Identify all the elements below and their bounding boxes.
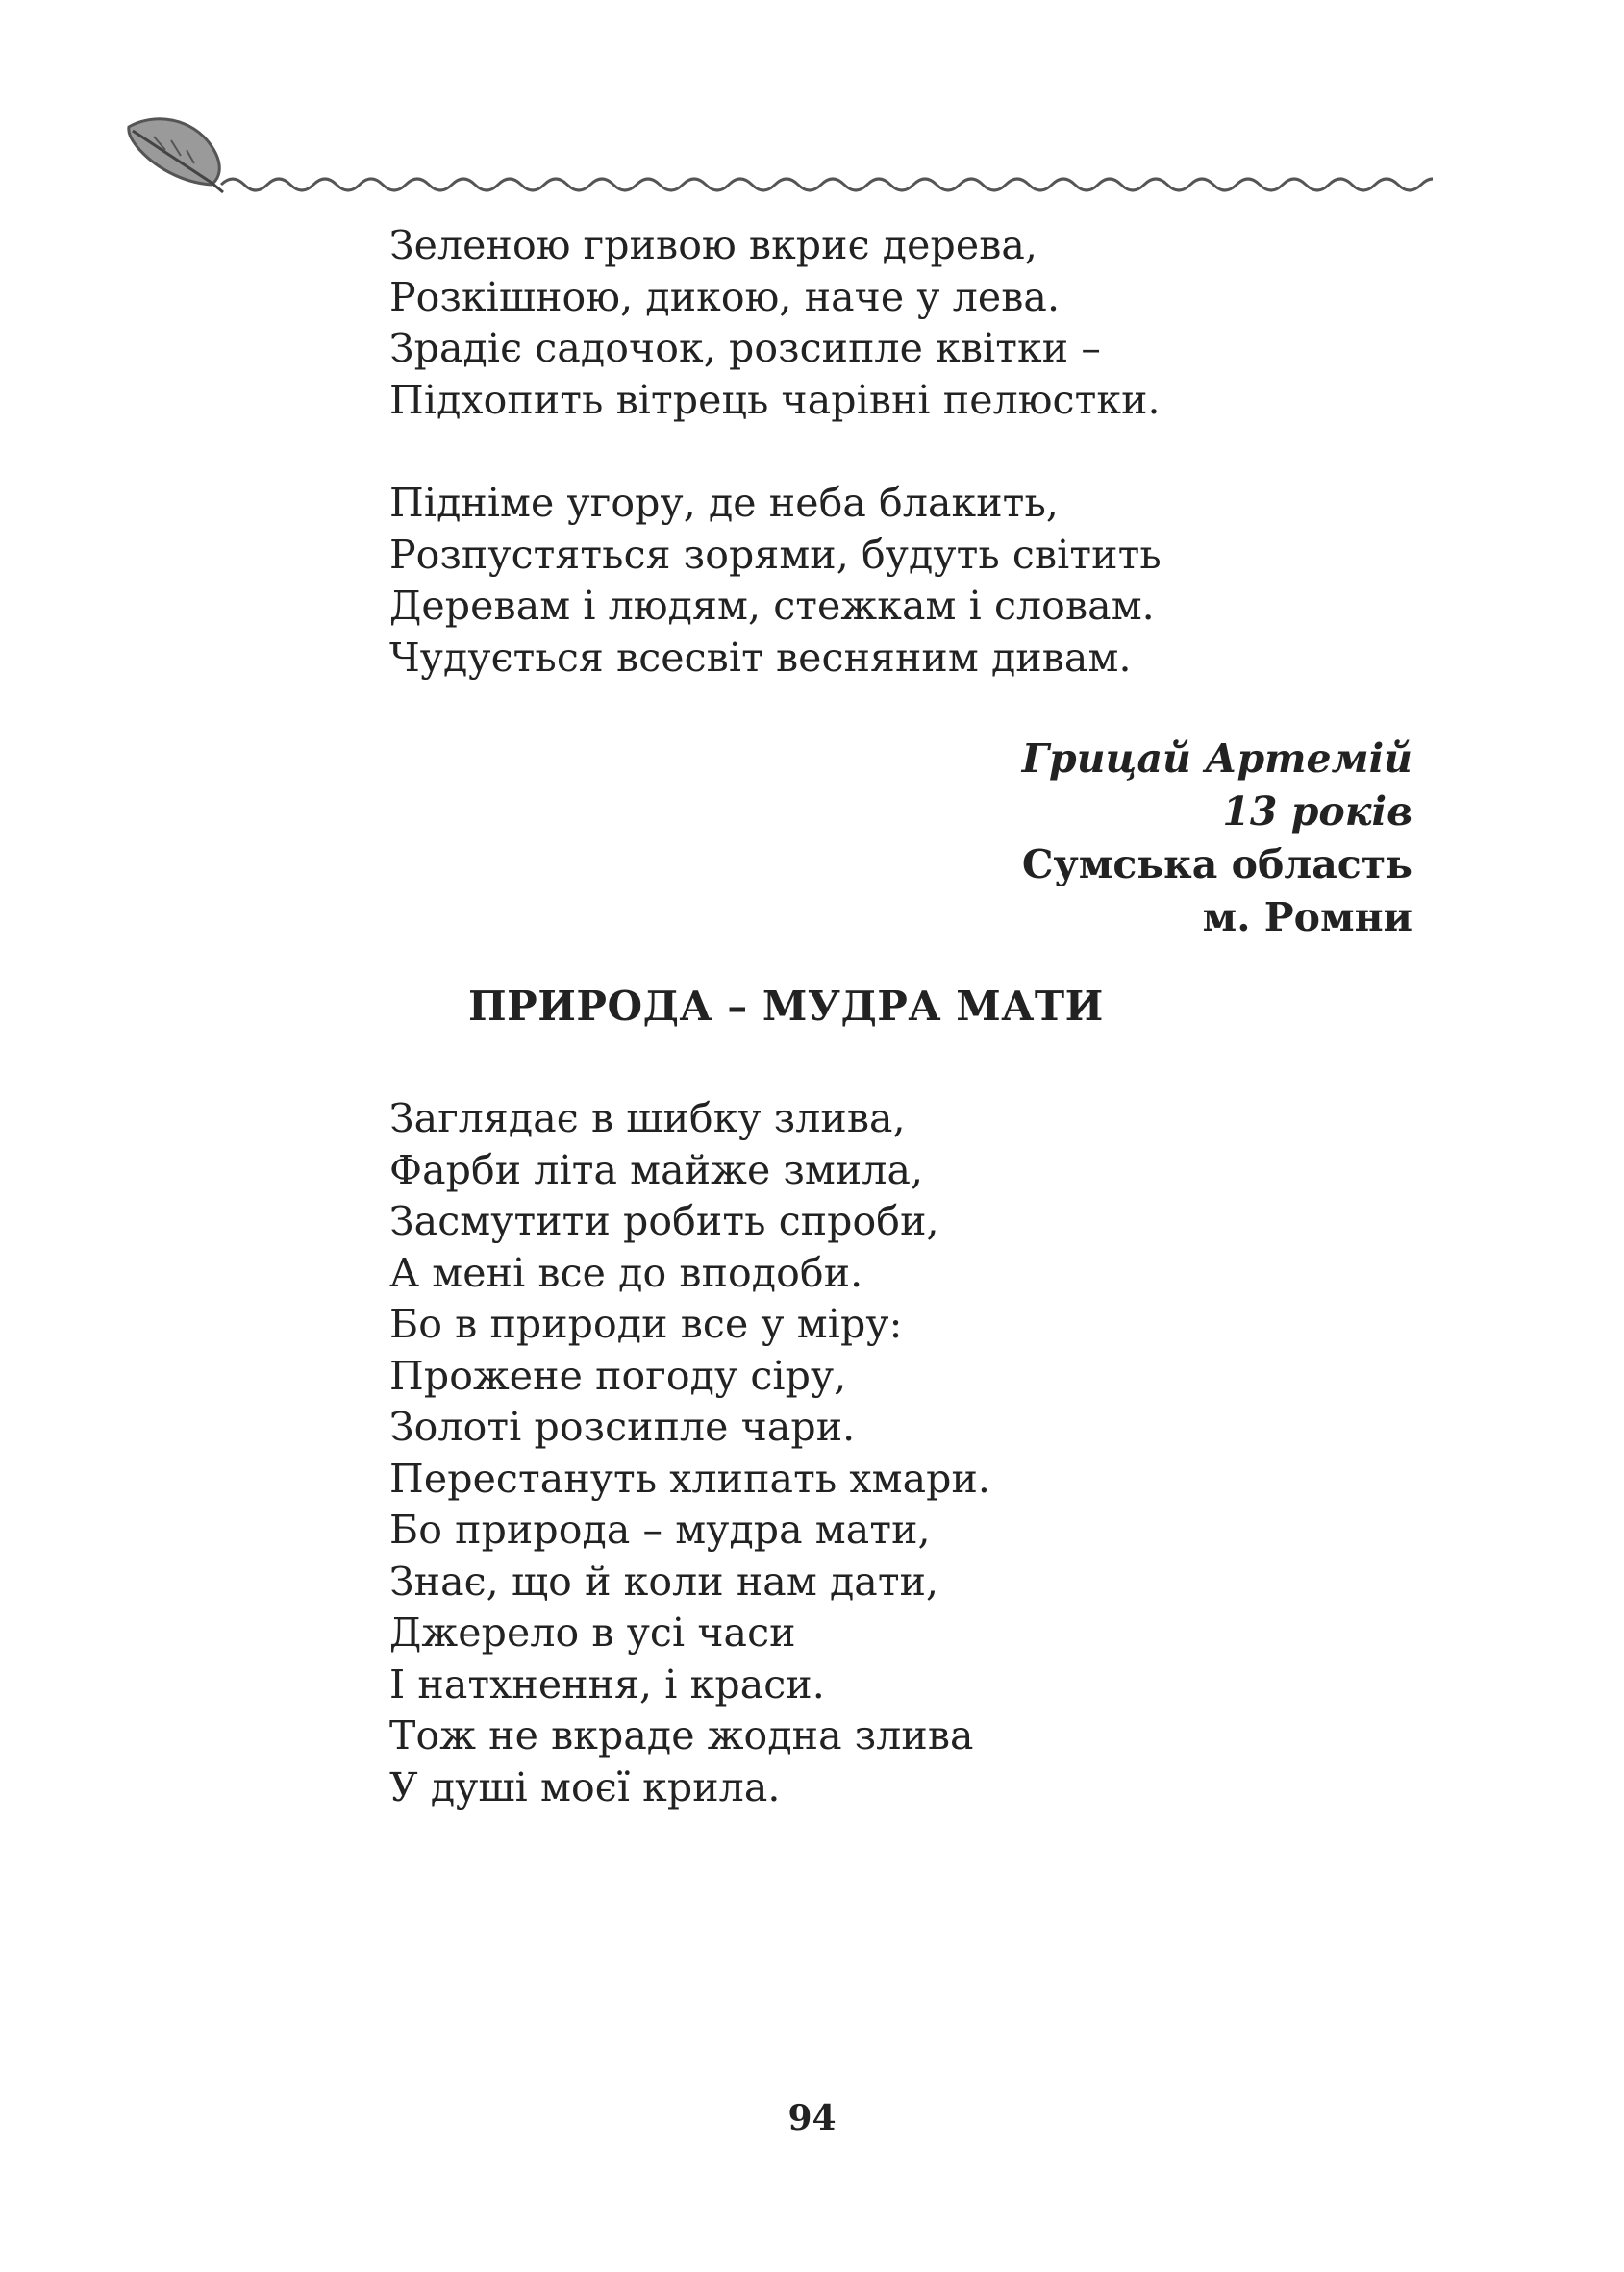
author-name: Грицай Артемій xyxy=(1021,736,1412,782)
poem-line: Джерело в усі часи xyxy=(389,1610,796,1656)
poem-line: Золоті розсипле чари. xyxy=(389,1404,856,1450)
poem-line: Тож не вкраде жодна злива xyxy=(389,1712,974,1759)
poem-line: Заглядає в шибку злива, xyxy=(389,1095,906,1141)
header-ornament xyxy=(115,108,1433,199)
page-number: 94 xyxy=(787,2098,837,2138)
poem-line: Деревам і людям, стежкам і словам. xyxy=(389,583,1155,629)
poem-line: У душі моєї крила. xyxy=(389,1763,781,1810)
poem-line: Зрадіє садочок, розсипле квітки – xyxy=(389,325,1101,371)
poem-line: Підхопить вітрець чарівні пелюстки. xyxy=(389,376,1161,423)
poem-line: А мені все до вподоби. xyxy=(389,1249,863,1296)
poem-line: І натхнення, і краси. xyxy=(389,1660,825,1708)
author-age: 13 років xyxy=(1222,788,1412,835)
poem-line: Перестануть хлипать хмари. xyxy=(389,1455,991,1502)
poem-title: ПРИРОДА – МУДРА МАТИ xyxy=(468,983,1104,1030)
author-city: м. Ромни xyxy=(1202,894,1412,940)
poem-line: Засмутити робить спроби, xyxy=(389,1198,939,1244)
poem-line: Бо в природи все у міру: xyxy=(389,1301,903,1347)
poem-line: Фарби літа майже змила, xyxy=(389,1146,924,1193)
wavy-divider xyxy=(221,179,1433,190)
poem-line: Прожене погоду сіру, xyxy=(389,1352,847,1399)
poem1-stanza-2 xyxy=(389,478,1162,684)
poem1-stanza-1 xyxy=(389,220,1161,426)
poem-line: Розкішною, дикою, наче у лева. xyxy=(389,273,1061,320)
feather-quill-icon xyxy=(129,119,223,192)
poem-line: Бо природа – мудра мати, xyxy=(389,1507,931,1553)
poem-line: Знає, що й коли нам дати, xyxy=(389,1558,939,1605)
poem-line: Чудується всесвіт весняним дивам. xyxy=(389,634,1132,681)
poem-line: Зеленою гривою вкриє дерева, xyxy=(389,222,1038,268)
poem2-body xyxy=(389,1093,990,1813)
author-region: Сумська область xyxy=(1021,841,1412,887)
poem-line: Підніме угору, де неба блакить, xyxy=(389,480,1060,526)
author-signature xyxy=(1022,733,1412,944)
poem-line: Розпустяться зорями, будуть світить xyxy=(389,531,1162,578)
